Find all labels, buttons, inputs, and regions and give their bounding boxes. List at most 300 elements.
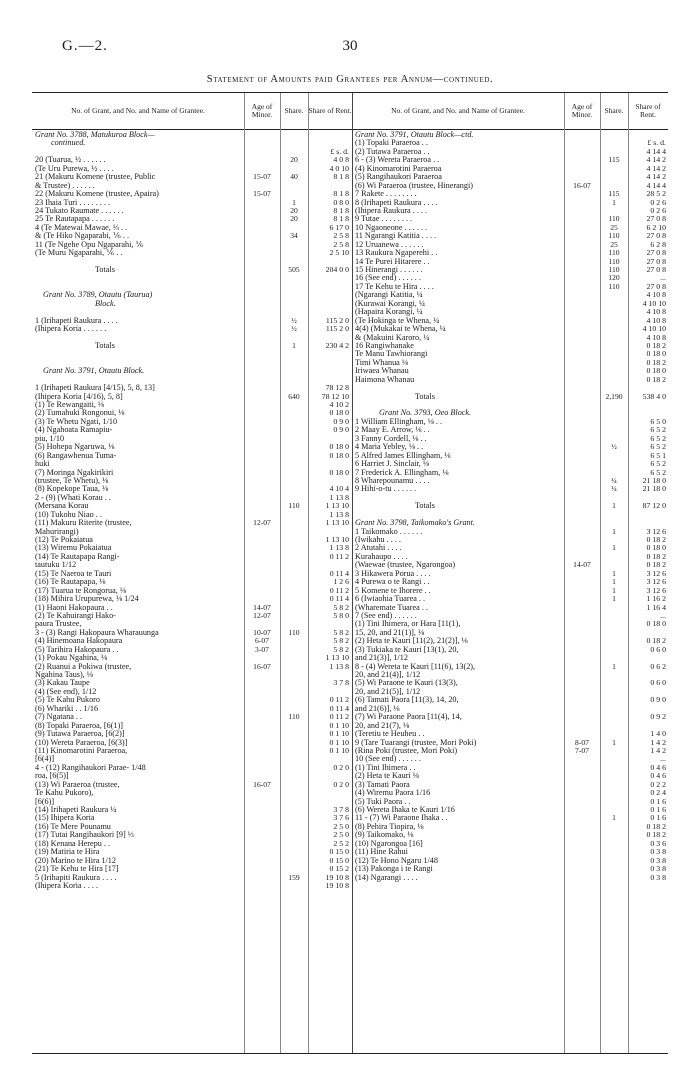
rent-value: 0 1 6	[650, 813, 666, 823]
grantee-name: 9 Tutae . . . . . . . .	[355, 215, 413, 224]
share-value: 110	[608, 256, 620, 266]
grantee-name: (Waewae (trustee, Ngarongoa)	[355, 561, 456, 570]
table-row	[355, 789, 668, 797]
rent-value: 0 3 6	[650, 838, 666, 848]
rent-value: 4 10 8	[646, 307, 666, 317]
table-row	[355, 840, 668, 848]
table-row	[355, 224, 668, 232]
grantee-name: 10 (See end) . . . . . .	[355, 755, 421, 764]
rent-value: 5 8 2	[333, 602, 349, 612]
table-row	[355, 629, 668, 637]
grantee-name: (Ihipera Raukura . . . .	[355, 206, 428, 215]
rent-value: 1 4 0	[650, 729, 666, 739]
rent-value: 0 15 0	[329, 847, 349, 857]
table-row	[355, 139, 668, 147]
grantee-name: (18) Mihira Urupurewa, ⅛ 1/24	[35, 595, 139, 604]
rent-value: 0 4 6	[650, 771, 666, 781]
minor-age: 12-07	[253, 518, 271, 528]
rent-value: 27 0 8	[646, 256, 666, 266]
grantee-name: (6) Whariki . . 1/16	[35, 704, 99, 713]
rent-value: 4 10 8	[646, 332, 666, 342]
table-row	[35, 469, 352, 477]
grant-heading	[355, 131, 668, 139]
header-share-left: Share.	[284, 105, 304, 115]
rent-value: 0 9 0	[333, 425, 349, 435]
rent-value: 2 5 10	[329, 248, 349, 258]
table-row	[35, 426, 352, 434]
grantee-name: 3 Fanny Cordell, ⅛ . .	[355, 434, 427, 443]
grantee-name: Grant No. 3789, Otautu (Taurua)	[43, 291, 153, 300]
grantee-name: tautuku 1/12	[35, 561, 77, 570]
rent-value: 115 2 0	[325, 324, 349, 334]
table-row	[355, 485, 668, 493]
rent-value: 0 18 0	[646, 619, 666, 629]
left-column	[35, 131, 352, 890]
grantee-name: 10 Ngaoneone . . . . . .	[355, 223, 428, 232]
table-row	[35, 199, 352, 207]
grantee-name: (14) Te Rautapapa Rangi-	[35, 552, 120, 561]
table-row	[355, 553, 668, 561]
share-value: 1	[612, 526, 616, 536]
table-row	[35, 705, 352, 713]
grantee-name: (Hapaira Korangi, ¼	[355, 308, 423, 317]
table-row	[35, 629, 352, 637]
rent-value: 0 11 4	[329, 703, 349, 713]
table-row	[355, 587, 668, 595]
rent-value: 1 13 8	[329, 661, 349, 671]
grantee-name: Ngahina Taus), ⅛	[35, 671, 93, 679]
grantee-name: 9 (Tare Tuarangi (trustee, Mori Poki)	[355, 738, 477, 747]
table-row	[35, 646, 352, 654]
grantee-name: 24 Tukato Raumate . . . . . .	[35, 206, 124, 215]
share-value: 1	[612, 594, 616, 604]
rent-value: 8 1 8	[333, 172, 349, 182]
table-row	[35, 274, 352, 282]
header-name-right: No. of Grant, and No. and Name of Grantee.	[391, 105, 525, 115]
rent-value: 8 1 8	[333, 205, 349, 215]
grantee-name: (8) Topaki Paraeroa, [6(1)]	[35, 721, 123, 730]
rent-value: 6 17 0	[329, 222, 349, 232]
table-row	[35, 334, 352, 342]
table-row	[35, 637, 352, 645]
table-row	[355, 561, 668, 569]
table-row	[355, 494, 668, 502]
table-row	[355, 781, 668, 789]
grantee-name: (5) Tuki Paora . .	[355, 797, 411, 806]
grantee-name: 5 Alfred James Ellingham, ⅛	[355, 451, 451, 460]
grantee-name: Grant No. 3791, Otautu Block—ctd.	[355, 131, 474, 139]
table-row	[355, 747, 668, 755]
table-row	[35, 755, 352, 763]
rent-value: 2 5 8	[333, 239, 349, 249]
share-value: 1	[612, 501, 616, 511]
grantee-name: (3) Te Whetu Ngati, 1/10	[35, 417, 118, 426]
grantee-name: [6(4)]	[35, 755, 55, 764]
rent-value: 2 5 0	[333, 830, 349, 840]
rent-value: 1 13 10	[325, 653, 349, 663]
table-row	[355, 215, 668, 223]
table-row	[35, 865, 352, 873]
grantee-name: (6) Wi Paraeroa (trustee, Hinerangi)	[355, 181, 473, 190]
grantee-name: (4) (See end), 1/12	[35, 687, 97, 696]
grantee-name: roa, [6(5)]	[35, 772, 69, 781]
table-row	[35, 477, 352, 485]
grantee-name: 2 Atutahi . . . .	[355, 544, 402, 553]
grantee-name: (10) Wereta Paraeroa, [6(3)]	[35, 738, 128, 747]
table-row	[35, 536, 352, 544]
minor-age: 16-07	[253, 779, 271, 789]
rent-value: 5 8 2	[333, 627, 349, 637]
table-row	[355, 401, 668, 409]
table-row	[35, 148, 352, 156]
minor-age: 14-07	[573, 560, 591, 570]
rent-value: 0 18 0	[329, 467, 349, 477]
grantee-name: 1 (Irihapeti Raukura . . . .	[35, 316, 118, 325]
grant-heading	[35, 367, 352, 375]
share-value: 1	[612, 585, 616, 595]
grantee-name: (Rina Poki (trustee, Mori Poki)	[355, 746, 458, 755]
grantee-name: & (Makuini Karoro, ¼	[355, 333, 430, 342]
grantee-name: (4) Hinemoana Hakopaura	[35, 637, 123, 646]
grantee-name: 17 Te Kehu te Hira . . . .	[355, 282, 434, 291]
grantee-name: (2) Heta te Kauri [11(2), 21(2)], ⅛	[355, 637, 468, 646]
rent-value: 2 5 0	[333, 821, 349, 831]
share-value: 640	[288, 391, 300, 401]
table-row	[355, 755, 668, 763]
table-row	[355, 182, 668, 190]
table-row	[35, 393, 352, 401]
rent-value: 3 7 6	[333, 813, 349, 823]
rent-value: 6 5 2	[650, 425, 666, 435]
minor-age: 6-07	[255, 636, 269, 646]
table-header	[32, 93, 668, 130]
share-value: 1	[612, 197, 616, 207]
grantee-name: (16) Te Rautapapa, ⅛	[35, 578, 106, 587]
table-row	[355, 258, 668, 266]
table-row	[35, 806, 352, 814]
grantee-name: huki	[35, 460, 50, 469]
grantee-name: 7 Frederick A. Ellingham, ⅛	[355, 468, 449, 477]
table-row	[35, 443, 352, 451]
table-row	[355, 528, 668, 536]
grantee-name: Te Manu Tawhiorangi	[355, 350, 428, 359]
share-value: 110	[288, 712, 300, 722]
rent-value: 1 13 8	[329, 543, 349, 553]
grantee-name: (1) Pokau Ngahina, ⅛	[35, 654, 108, 663]
table-row	[355, 376, 668, 384]
grantee-name: (2) Tutawa Paraeroa . .	[355, 147, 430, 156]
totals-row	[35, 266, 352, 274]
grantee-name: 5 (Irihapiti Raukura . . . .	[35, 873, 117, 882]
rent-value: 0 11 2	[329, 712, 349, 722]
table-row	[35, 215, 352, 223]
rent-value: 6 5 2	[650, 459, 666, 469]
share-value: 110	[608, 248, 620, 258]
table-row	[355, 831, 668, 839]
rent-value: 4 14 2	[646, 172, 666, 182]
table-row	[355, 620, 668, 628]
grantee-name: 11 - (7) Wi Paraone Ihaka . .	[355, 814, 448, 823]
rent-value: 87 12 0	[642, 501, 666, 511]
grantee-name: (5) Te Kahu Pukoro	[35, 696, 100, 705]
share-value: 20	[290, 155, 298, 165]
grantee-name: paura Trustee,	[35, 620, 82, 629]
page-number: 30	[342, 38, 358, 54]
rent-value: 0 2 6	[650, 197, 666, 207]
grantee-name: Kurahaupo . . . .	[355, 552, 408, 561]
share-value: 115	[608, 189, 620, 199]
rent-value: 1 13 10	[325, 501, 349, 511]
table-row	[355, 334, 668, 342]
grantee-name: 20, and 21(7), ⅛	[355, 721, 410, 730]
minor-age: 15-07	[253, 189, 271, 199]
rent-value: 0 9 2	[650, 712, 666, 722]
grantee-name: 25 Te Rautapapa . . . . . .	[35, 215, 115, 224]
table-row	[35, 409, 352, 417]
rent-value: 1 13 10	[325, 518, 349, 528]
table-row	[35, 730, 352, 738]
rent-value: 21 18 0	[642, 475, 666, 485]
grantee-name: Totals	[95, 266, 115, 274]
table-row	[35, 688, 352, 696]
table-row	[35, 325, 352, 333]
table-row	[35, 882, 352, 890]
table-row	[355, 173, 668, 181]
table-row	[355, 764, 668, 772]
table-row	[35, 823, 352, 831]
grantee-name: (Teretiu te Heuheu . .	[355, 730, 425, 739]
table-row	[35, 283, 352, 291]
grantee-name: (3) Tukiaka te Kauri [13(1), 20,	[355, 645, 459, 654]
table-row	[355, 266, 668, 274]
rent-value: 0 18 0	[646, 349, 666, 359]
table-row	[35, 587, 352, 595]
rent-value: ...	[660, 754, 666, 764]
minor-age: 14-07	[253, 602, 271, 612]
grantee-name: Totals	[415, 392, 435, 401]
table-row	[355, 705, 668, 713]
table-row	[355, 730, 668, 738]
table-row	[355, 300, 668, 308]
grantee-name: (12) Te Hono Ngaru 1/48	[355, 856, 438, 865]
grantee-name: 4 (Te Matewai Mawae, ⅓ . .	[35, 223, 128, 232]
table-row	[355, 722, 668, 730]
share-value: 1	[612, 543, 616, 553]
grantee-name: (7) Moringa Ngakirikiri	[35, 468, 114, 477]
grantee-name: (2) Heta te Kauri ⅛	[355, 772, 419, 781]
grantee-name: (8) Kopekope Taua, ⅛	[35, 485, 109, 494]
grantee-name: 6 (Iwiaohia Tuarea . .	[355, 595, 426, 604]
table-row	[355, 654, 668, 662]
grantee-name: [6(6)]	[35, 797, 55, 806]
grantee-name: 4 - (12) Rangihaukori Parae- 1/48	[35, 763, 146, 772]
grantee-name: (3) Tamati Paora	[355, 780, 410, 789]
minor-age: 12-07	[253, 610, 271, 620]
table-row	[355, 190, 668, 198]
rent-value: 1 4 2	[650, 745, 666, 755]
rent-value: 0 9 0	[650, 695, 666, 705]
table-row	[35, 494, 352, 502]
rent-value: 0 18 2	[646, 830, 666, 840]
grantee-name: (Ihipera Koria . . . . . .	[35, 325, 107, 334]
share-value: 1	[612, 661, 616, 671]
grantee-name: 4 Maria Yebley, ⅛ . .	[355, 443, 424, 452]
grantee-name: Grant No. 3788, Matukuroa Block—	[35, 131, 155, 139]
grantee-name: 16 Rangiwhanake	[355, 341, 414, 350]
share-value: 110	[608, 214, 620, 224]
grantee-name: 3 Hikawera Porua . . . .	[355, 569, 431, 578]
table-row	[35, 173, 352, 181]
rent-value: 27 0 8	[646, 248, 666, 258]
share-value: 2,190	[605, 391, 623, 401]
totals-row	[355, 502, 668, 510]
grantee-name: continued.	[51, 139, 86, 148]
grantee-name: 11 (Te Ngehe Opu Ngaparahi, ⅙	[35, 240, 144, 249]
rent-value: 4 14 2	[646, 163, 666, 173]
grantee-name: 7 (See end) . . . . . .	[355, 611, 417, 620]
share-value: 1	[612, 577, 616, 587]
rent-value: 0 3 8	[650, 872, 666, 882]
grantee-name: Iriwaea Whanau	[355, 367, 409, 376]
grantee-name: (trustee, Te Whetu), ⅛	[35, 476, 109, 485]
grantee-name: (Te Muru Ngaparahi, ⅙ . .	[35, 249, 123, 258]
share-value: ½	[291, 324, 297, 334]
table-row	[35, 696, 352, 704]
grantee-name: 23 Ihaia Turi . . . . . . . .	[35, 198, 111, 207]
rent-value: 3 7 8	[333, 805, 349, 814]
table-row	[35, 604, 352, 612]
grantee-name: 7 Rakete . . . . . . . .	[355, 190, 417, 199]
grantee-name: (21) Te Kehu te Hira [17]	[35, 865, 119, 874]
grantee-name: (17) Tutai Rangihaukori [9] ⅓	[35, 831, 134, 840]
table-row	[355, 249, 668, 257]
table-row	[355, 798, 668, 806]
table-row	[35, 654, 352, 662]
grantee-name: 16 (See end) . . . . . .	[355, 274, 421, 283]
grantee-name: (1) Te Rewangaiti, ⅛	[35, 401, 105, 409]
rent-value: 1 16 2	[646, 594, 666, 604]
grantee-name: (12) Te Pokaiatua	[35, 536, 93, 544]
share-value: 159	[288, 872, 300, 882]
rent-value: 204 0 0	[325, 265, 349, 274]
table-row	[35, 528, 352, 536]
grantee-name: (13) Pakonga i te Rangi	[355, 865, 433, 874]
rent-value: 27 0 8	[646, 265, 666, 274]
share-value: ¼	[611, 475, 617, 485]
table-row	[355, 814, 668, 822]
rent-value: 3 12 6	[646, 568, 666, 578]
table-row	[35, 156, 352, 164]
grantee-name: 20, and 21(5)], 1/12	[355, 687, 421, 696]
grantee-name: (16) Te Mere Pounamu	[35, 822, 111, 831]
grantee-name: & Trustee) . . . . . .	[35, 181, 95, 190]
rent-value: 3 7 8	[333, 678, 349, 688]
table-row	[35, 224, 352, 232]
table-row	[355, 713, 668, 721]
table-row	[35, 232, 352, 240]
table-row	[35, 747, 352, 755]
rent-value: 230 4 2	[325, 340, 349, 350]
totals-row	[355, 393, 668, 401]
rent-value: 78 12 8	[325, 383, 349, 393]
minor-age: 16-07	[253, 661, 271, 671]
table-row	[35, 452, 352, 460]
grantee-name: & (Te Hiko Ngaparabi, ⅙ . .	[35, 232, 129, 241]
grantee-name: 8 Wharepounamu . . . .	[355, 476, 430, 485]
rent-value: 0 9 0	[333, 416, 349, 426]
grantee-name: 15 Hinerangi . . . . . .	[355, 266, 423, 274]
table-row	[355, 317, 668, 325]
grantee-name: Block.	[95, 299, 116, 308]
grantee-name: (6) Wereta Ihaka te Kauri 1/16	[355, 806, 455, 814]
rent-value: 0 1 10	[329, 729, 349, 739]
grantee-name: (19) Matiria te Hira	[35, 848, 100, 857]
rent-value: 0 8 0	[333, 197, 349, 207]
share-value: 120	[608, 273, 620, 283]
rent-value: £ s. d.	[330, 146, 349, 156]
grantee-name: (Te Uru Purewa, ½ . . . .	[35, 164, 114, 173]
grantee-name: Grant No. 3791, Otautu Block.	[43, 367, 145, 376]
rent-value: 1 13 10	[325, 535, 349, 544]
table-row	[35, 840, 352, 848]
grantee-name: (5) Wi Paraone te Kauri (13(3),	[355, 679, 458, 688]
grantee-name: (2) Ruanui a Pokiwa (trustee,	[35, 662, 132, 671]
grant-heading	[35, 139, 352, 147]
grantee-name: Totals	[415, 502, 435, 511]
rent-value: 4 10 8	[646, 290, 666, 300]
grantee-name: Mahurirangi)	[35, 527, 79, 536]
table-row	[355, 595, 668, 603]
table-row	[355, 156, 668, 164]
rent-value: 3 12 6	[646, 585, 666, 595]
rent-value: 4 10 8	[646, 315, 666, 325]
table-row	[35, 350, 352, 358]
table-row	[355, 367, 668, 375]
grantee-name: 13 Raukura Ngaperehi . .	[355, 249, 438, 258]
rent-value: 0 18 2	[646, 357, 666, 367]
table-row	[35, 258, 352, 266]
table-row	[35, 578, 352, 586]
table-row	[35, 511, 352, 519]
rent-value: 78 12 10	[321, 391, 349, 401]
share-value: 110	[288, 501, 300, 511]
rent-value: 0 2 2	[650, 779, 666, 789]
table-row	[355, 688, 668, 696]
rent-value: 28 5 2	[646, 189, 666, 199]
table-row	[35, 595, 352, 603]
rent-value: 8 1 8	[333, 189, 349, 199]
minor-age: 7-07	[575, 745, 589, 755]
table-row	[35, 620, 352, 628]
grantee-name: (1) Haoni Hakopaura . .	[35, 603, 113, 612]
grantee-name: (14) Ngarangi . . . .	[355, 873, 418, 882]
table-row	[355, 291, 668, 299]
rent-value: 0 3 8	[650, 864, 666, 874]
grantee-name: (8) Pehira Tiopira, ⅛	[355, 822, 424, 831]
rent-value: 0 18 2	[646, 340, 666, 350]
rent-value: 0 18 2	[646, 636, 666, 646]
rent-value: 0 3 8	[650, 847, 666, 857]
grantee-name: Grant No. 3793, Oeo Block.	[379, 409, 472, 418]
minor-age: 15-07	[253, 172, 271, 182]
table-row	[35, 435, 352, 443]
grantee-name: 8 (Irihapeti Raukura . . . .	[355, 198, 438, 207]
share-value: 1	[612, 813, 616, 823]
grantee-name: 14 Te Purei Hitarere . .	[355, 257, 430, 266]
table-row	[35, 772, 352, 780]
table-row	[355, 544, 668, 552]
rent-value: 0 6 0	[650, 644, 666, 654]
